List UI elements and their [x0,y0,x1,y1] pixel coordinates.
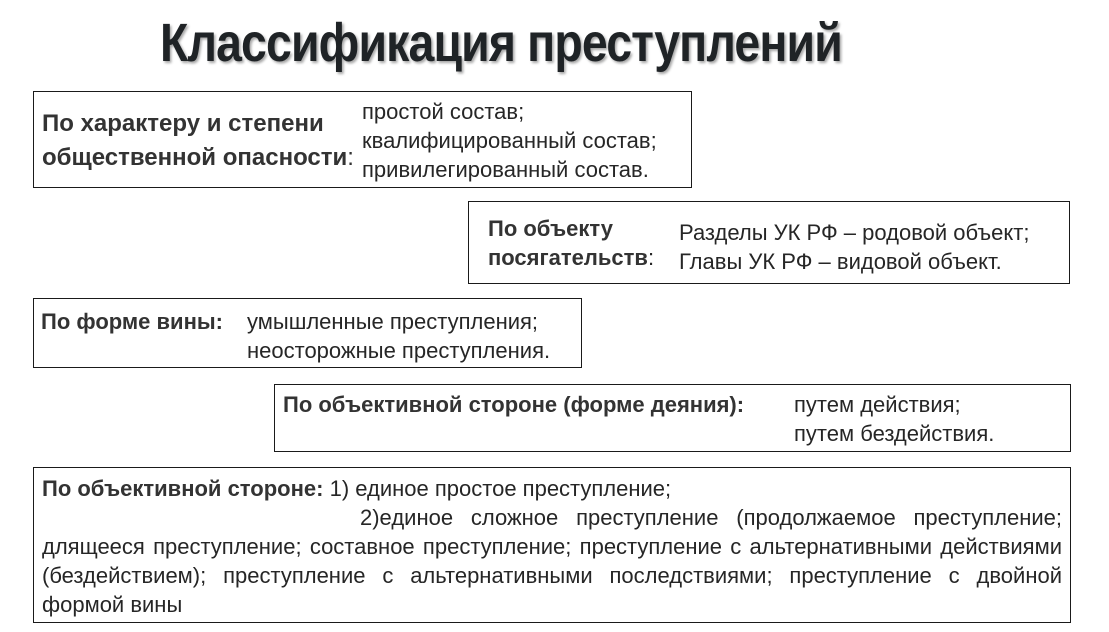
item-list [794,390,994,448]
list-item: простой состав; [362,99,525,124]
heading-text: общественной опасности [42,144,348,171]
classification-box-danger [33,91,692,188]
box-heading: По объективной стороне (форме деяния): [283,392,745,417]
list-item: Главы УК РФ – видовой объект. [679,249,1002,274]
item-list [247,307,550,365]
heading-line: По объекту [488,216,613,241]
slide-title: Классификация преступлений [159,13,842,73]
list-item: Разделы УК РФ – родовой объект; [679,220,1030,245]
classification-box-object [468,201,1070,284]
heading-line: По характеру и степени [42,110,324,137]
box-heading [42,107,354,175]
box-heading [488,214,654,272]
list-item: привилегированный состав. [362,157,649,182]
box-first-line [42,474,671,503]
list-item: неосторожные преступления. [247,338,551,363]
list-item: умышленные преступления; [247,309,539,334]
list-item: 1) единое простое преступление; [329,476,672,501]
list-item-paragraph: 2)единое сложное преступление (продолжаемое преступление; длящееся преступление; составное преступление; преступление с альтернативными действиями (бездействием); преступление с альтернативными последствиями; преступление с двойной формой вины [42,505,1062,617]
item-list [362,97,657,184]
box-heading: По объективной стороне: [42,476,324,501]
box-heading: По форме вины: [41,309,223,334]
list-item: путем бездействия. [794,421,995,446]
classification-box-objective-side [33,467,1071,623]
heading-text: посягательств [488,245,648,270]
item-list [679,218,1029,276]
heading-line [488,243,654,272]
heading-colon: : [347,144,354,171]
classification-box-guilt [33,298,582,368]
heading-line [42,141,354,175]
list-item: путем действия; [794,392,961,417]
heading-colon: : [647,245,655,270]
list-item: квалифицированный состав; [362,128,657,153]
classification-box-act-form [274,384,1071,452]
